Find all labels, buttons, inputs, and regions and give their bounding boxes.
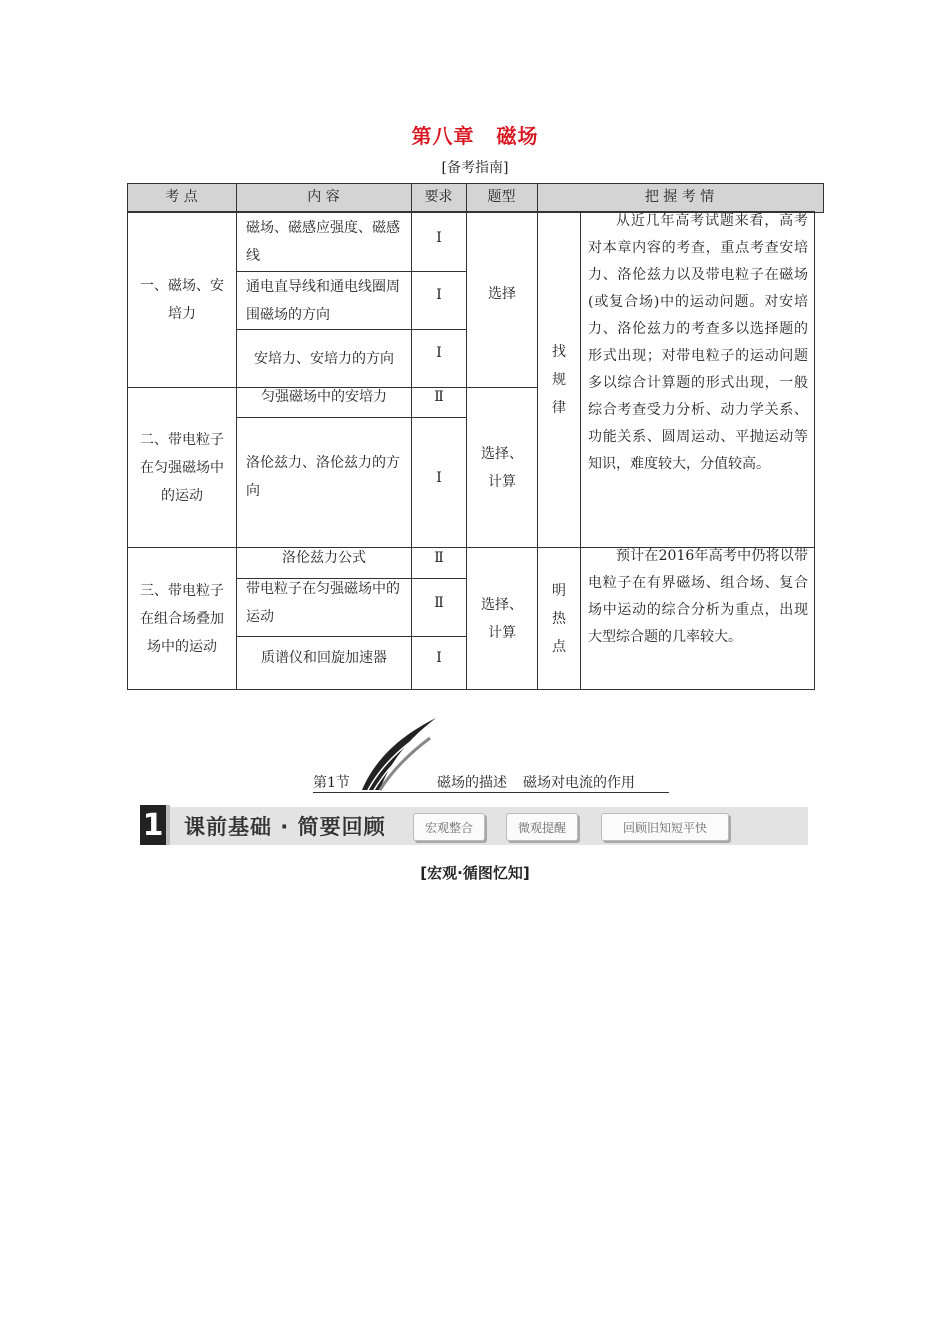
content-cell: 洛伦兹力公式: [282, 550, 366, 566]
analysis-paragraph: 从近几年高考试题来看，高考对本章内容的考查，重点考查安培力、洛伦兹力以及带电粒子在磁场(或复合场)中的运动问题。对安培力、洛伦兹力的考查多以选择题的形式出现；对带电粒子的运动问题多以综合计算题的形式出现，一般综合考查受力分析、动力学关系、功能关系、圆周运动、平抛运动等知识，难度较大，分值较高。: [588, 213, 808, 472]
point-cell: 一、磁场、安培力: [140, 278, 224, 322]
requirement-cell: Ⅱ: [434, 389, 444, 405]
analysis-label: 找规律: [552, 344, 566, 416]
analysis-paragraph: 预计在2016年高考中仍将以带电粒子在有界磁场、组合场、复合场中运动的综合分析为重点，出现大型综合题的几率较大。: [588, 548, 808, 645]
chapter-title: [0, 120, 950, 149]
requirement-cell: Ⅰ: [436, 344, 442, 361]
content-cell: 安培力、安培力的方向: [254, 350, 394, 367]
header-point: 考 点: [165, 189, 198, 205]
section-title-a: 磁场的描述: [437, 775, 507, 791]
macro-label: [宏观·循图忆知]: [420, 864, 530, 882]
question-type-cell: 选择、计算: [481, 445, 523, 490]
analysis-label: 明热点: [552, 582, 566, 655]
tab-micro[interactable]: 微观提醒: [506, 813, 578, 841]
guide-label: [备考指南]: [441, 160, 509, 176]
analysis-label-cell: [538, 213, 580, 547]
section-number: 第1节: [313, 775, 350, 791]
header-question-type: 题型: [487, 189, 516, 205]
content-cell: 质谱仪和回旋加速器: [261, 650, 387, 666]
header-requirement: 要求: [424, 189, 453, 205]
content-cell: 洛伦兹力、洛伦兹力的方向: [246, 454, 400, 499]
tab-review[interactable]: 回顾旧知短平快: [601, 813, 729, 841]
requirement-cell: Ⅰ: [436, 470, 442, 486]
point-cell: 三、带电粒子在组合场叠加场中的运动: [140, 582, 224, 655]
section-title: [437, 772, 635, 792]
question-type-cell: 选择、计算: [481, 596, 523, 641]
point-cell: 二、带电粒子在匀强磁场中的运动: [140, 431, 224, 504]
analysis-text-cell: [588, 208, 808, 478]
content-cell: 匀强磁场中的安培力: [261, 389, 387, 405]
requirement-cell: Ⅱ: [434, 595, 444, 611]
section-underline: [313, 792, 669, 793]
requirement-cell: Ⅰ: [436, 230, 442, 246]
requirement-cell: Ⅰ: [436, 286, 442, 303]
section-title-b: 磁场对电流的作用: [523, 775, 635, 791]
question-type-cell: 选择: [488, 286, 516, 302]
requirement-cell: Ⅰ: [436, 650, 442, 666]
requirement-cell: Ⅱ: [434, 550, 444, 566]
content-cell: 通电直导线和通电线圈周围磁场的方向: [246, 278, 400, 323]
chapter-number: 第八章: [411, 124, 475, 148]
banner-title: 课前基础 · 简要回顾: [184, 815, 386, 839]
header-analysis: 把 握 考 情: [644, 189, 715, 205]
analysis-text-cell: [588, 543, 808, 651]
tab-macro[interactable]: 宏观整合: [413, 813, 485, 841]
chapter-name: 磁场: [496, 124, 539, 148]
banner-number-badge: 1: [140, 805, 170, 845]
content-cell: 磁场、磁感应强度、磁感线: [246, 220, 400, 264]
header-content: 内 容: [307, 189, 340, 205]
swoosh-decoration-icon: [360, 716, 438, 792]
content-cell: 带电粒子在匀强磁场中的运动: [246, 581, 400, 625]
analysis-label-cell: [538, 548, 580, 689]
